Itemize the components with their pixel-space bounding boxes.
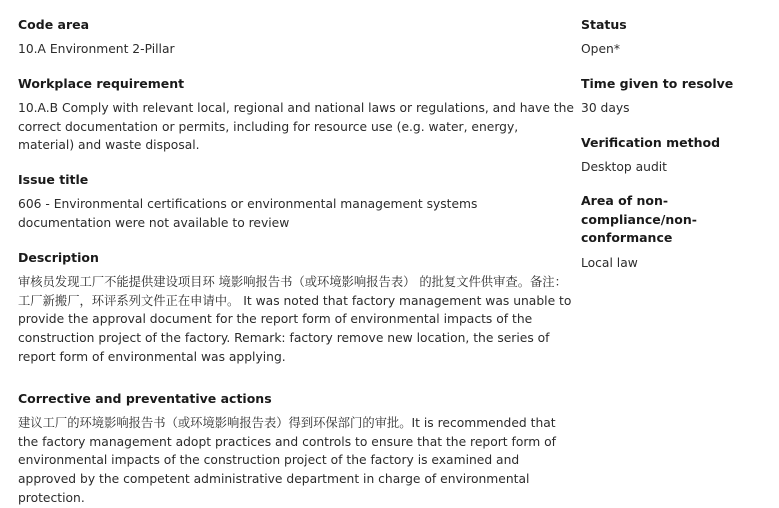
verification-method-label: Verification method bbox=[581, 134, 721, 150]
issue-title-label: Issue title bbox=[18, 172, 89, 188]
time-to-resolve-label: Time given to resolve bbox=[581, 75, 734, 91]
issue-title-field bbox=[18, 171, 574, 233]
non-compliance-area-field bbox=[581, 192, 761, 272]
workplace-requirement-field bbox=[18, 75, 574, 155]
code-area-label: Code area bbox=[18, 17, 90, 32]
description-label: Description bbox=[18, 249, 99, 265]
corrective-actions-value: 建议工厂的环境影响报告书（或环境影响报告表）得到环保部门的审批。It is recommended that the factory management adopt practices and controls to ensure that the report form of environmental impacts of the construction project of the factory is examined and approved by the competent administrative department in charge of environmental protection. bbox=[18, 415, 556, 505]
issue-title-value: 606 - Environmental certifications or environmental management systems documentation were not available to review bbox=[18, 197, 478, 230]
verification-method-value: Desktop audit bbox=[581, 159, 667, 174]
code-area-value: 10.A Environment 2-Pillar bbox=[18, 42, 175, 56]
time-to-resolve-field bbox=[581, 75, 761, 118]
code-area-field bbox=[18, 16, 574, 59]
description-value: 审核员发现工厂不能提供建设项目环 境影响报告书（或环境影响报告表） 的批复文件供审查。备注：工厂新搬厂，环评系列文件正在申请中。 It was noted that factory management was unable to provide the approval document for the report form of environmental impacts of the construction project of the factory. Remark: factory remove new location, the series of report form of environmental was applying. bbox=[18, 274, 572, 364]
non-compliance-area-value: Local law bbox=[581, 255, 638, 270]
time-to-resolve-value: 30 days bbox=[581, 100, 630, 115]
finding-meta-column bbox=[581, 16, 761, 273]
corrective-actions-label: Corrective and preventative actions bbox=[18, 390, 272, 406]
status-field bbox=[581, 16, 761, 59]
workplace-requirement-label: Workplace requirement bbox=[18, 75, 185, 91]
verification-method-field bbox=[581, 134, 761, 177]
workplace-requirement-value: 10.A.B Comply with relevant local, regional and national laws or regulations, and have the correct documentation or permits, including for resource use (e.g. water, energy, material) and waste disposal. bbox=[18, 100, 574, 153]
status-value: Open* bbox=[581, 42, 620, 56]
description-field bbox=[18, 249, 574, 367]
finding-main-column bbox=[18, 16, 574, 508]
corrective-actions-field bbox=[18, 390, 574, 508]
status-label: Status bbox=[581, 17, 627, 32]
non-compliance-area-label: Area of non-compliance/non-conformance bbox=[581, 193, 697, 246]
